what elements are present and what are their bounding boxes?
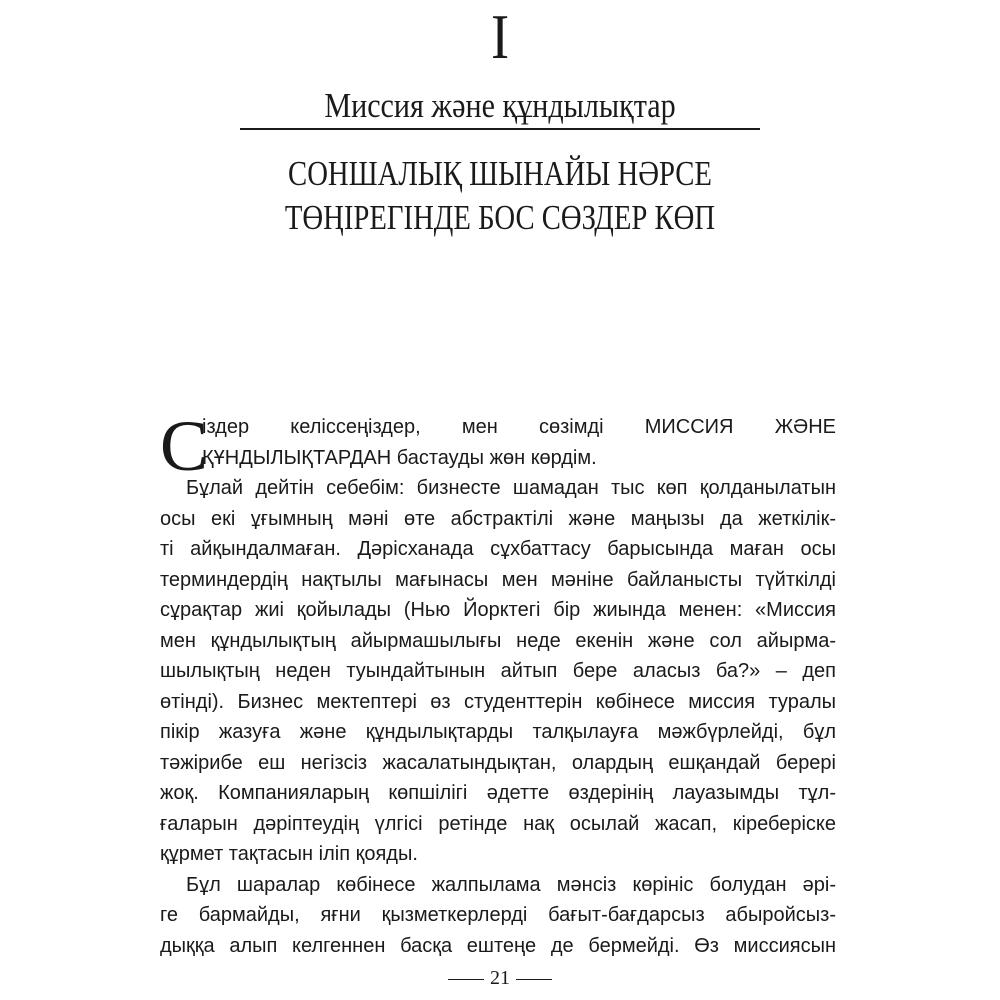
body-text <box>160 406 836 961</box>
text-line: мен құндылықтың айырмашылығы неде екенін және сол айырма- <box>160 629 836 652</box>
page-number-dash <box>448 979 484 980</box>
drop-cap: С <box>160 406 209 486</box>
text-line: ті айқындалмаған. Дәрісханада сұхбаттасу барысында маған осы <box>160 538 836 560</box>
text-line: жоқ. Компанияларың көпшілігі әдетте өздерінің лауазымды тұл- <box>160 782 836 804</box>
page-number-value: 21 <box>490 967 510 989</box>
text-line: құрмет тақтасын іліп қояды. <box>160 843 418 865</box>
text-line: осы екі ұғымның мәні өте абстрактілі және маңызы да жеткілік- <box>160 507 836 530</box>
text-line: терминдердің нақтылы мағынасы мен мәніне байланысты түйткілді <box>160 568 836 591</box>
text-line: ҚҰНДЫЛЫҚТАРДАН бастауды жөн көрдім. <box>202 446 597 469</box>
text-line: пікір жазуға және құндылықтарды талқылауға мәжбүрлейді, бұл <box>160 721 836 743</box>
chapter-title: Миссия және құндылықтар <box>324 86 676 125</box>
text-line: дыққа алып келгеннен басқа ештеңе де бермейді. Өз миссиясын <box>160 934 836 957</box>
text-line: Бұлай дейтін себебім: бизнесте шамадан тыс көп қолданылатын <box>186 477 836 499</box>
subtitle-line: СОНШАЛЫҚ ШЫНАЙЫ НӘРСЕ <box>288 154 712 193</box>
chapter-subtitle <box>254 152 746 240</box>
text-line: шылықтың неден туындайтынын айтып бере аласыз ба?» – деп <box>160 660 836 682</box>
chapter-number: I <box>490 1 510 72</box>
text-line: Бұл шаралар көбінесе жалпылама мәнсіз көрініс болудан әрі- <box>186 873 836 896</box>
page-number <box>0 966 1000 990</box>
text-line: өтінді). Бизнес мектептері өз студенттерін көбінесе миссия туралы <box>160 690 836 713</box>
subtitle-line: ТӨҢІРЕГІНДЕ БОС СӨЗДЕР КӨП <box>284 198 716 237</box>
text-line: ге бармайды, яғни қызметкерлерді бағыт-бағдарсыз абыройсыз- <box>160 904 836 926</box>
title-underline <box>240 128 760 130</box>
text-line: тәжірибе еш негізсіз жасалатындықтан, олардың ешқандай берері <box>160 751 836 774</box>
text-line: іздер келіссеңіздер, мен сөзімді МИССИЯ ЖӘНЕ <box>202 416 836 438</box>
text-line: сұрақтар жиі қойылады (Нью Йорктегі бір жиында менен: «Миссия <box>160 599 836 621</box>
page-number-dash <box>516 979 552 980</box>
text-line: ғаларын дәріптеудің үлгісі ретінде нақ осылай жасап, кіреберіске <box>160 812 836 835</box>
